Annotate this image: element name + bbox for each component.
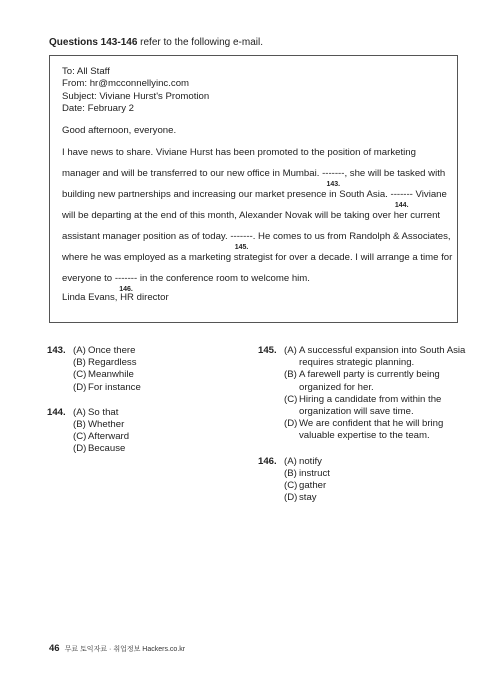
email-greeting: Good afternoon, everyone. [62,125,177,137]
option-b[interactable]: (B) Regardless [73,357,137,369]
option-b[interactable]: (B) A farewell party is currently being organized for her. [284,369,440,393]
option-d[interactable]: (D) stay [284,492,317,504]
option-b[interactable]: (B) instruct [284,467,330,479]
blank-number: 143. [326,181,341,189]
question-number: 144. [47,406,66,418]
body-line: building new partnerships and increasing our market presence in South Asia. ------- 144. Viviane [62,189,447,210]
answer-options [284,345,468,443]
option-a[interactable]: (A) notify [284,455,322,467]
option-c[interactable]: (C) Meanwhile [73,369,134,381]
option-d[interactable]: (D) We are confident that he will bring valuable expertise to the team. [284,418,444,442]
option-a[interactable]: (A) Once there [73,345,136,356]
question-set-heading [49,37,263,48]
answer-options [73,407,237,456]
email-to: To: All Staff [62,66,110,77]
heading-text: refer to the following e-mail. [137,37,263,48]
footer-link[interactable]: 무료 토익자료 · 취업정보 Hackers.co.kr [64,646,186,653]
email-date: Date: February 2 [62,102,134,114]
email-body [62,147,452,294]
question-146 [258,456,468,505]
option-d[interactable]: (D) Because [73,443,126,455]
question-144 [47,407,237,456]
body-line: manager and will be transferred to our new office in Mumbai. ------- 143. , she will be tasked with [62,168,446,189]
page-footer [49,643,185,654]
question-range: Questions 143-146 [49,37,138,48]
option-c[interactable]: (C) Hiring a candidate from within the organization will save time. [284,393,442,418]
email-from: From: hr@mcconnellyinc.com [62,78,190,90]
option-a[interactable]: (A) So that [73,406,119,418]
body-line: will be departing at the end of this month, Alexander Novak will be taking over her current [62,210,441,222]
question-143 [47,345,237,394]
blank-number: 145. [234,244,249,252]
blank-144[interactable]: ------- 144. [390,189,413,210]
option-d[interactable]: (D) For instance [73,381,141,393]
body-line: assistant manager position as of today. ------- 145. . He comes to us from Randolph & Associates, [62,231,451,252]
email-content [62,66,452,304]
blank-number: 144. [394,202,409,210]
option-a[interactable]: (A) A successful expansion into South Asia requires strategic planning. [284,345,466,369]
blank-number: 146. [119,286,133,294]
email-passage-box [49,55,458,323]
questions-left-column [47,345,237,469]
page-number: 46 [49,643,60,654]
question-145 [258,345,468,443]
body-line: where he was employed as a marketing strategist for over a decade. I will arrange a time for [62,252,453,264]
answer-options [73,345,237,394]
body-line: I have news to share. Viviane Hurst has been promoted to the position of marketing [62,147,416,159]
option-c[interactable]: (C) gather [284,480,327,492]
body-line: everyone to ------- 146. in the conference room to welcome him. [62,273,310,294]
blank-145[interactable]: ------- 145. [230,231,253,252]
blank-146[interactable]: ------- 146. [114,273,138,294]
email-signoff: Linda Evans, HR director [62,292,169,304]
questions-right-column [258,345,468,517]
question-number: 146. [258,455,277,467]
email-subject: Subject: Viviane Hurst's Promotion [62,90,210,102]
question-number: 143. [47,345,66,356]
answer-options [284,456,468,505]
option-b[interactable]: (B) Whether [73,419,125,431]
blank-143[interactable]: ------- 143. [322,168,345,189]
option-c[interactable]: (C) Afterward [73,431,130,443]
question-number: 145. [258,345,277,356]
